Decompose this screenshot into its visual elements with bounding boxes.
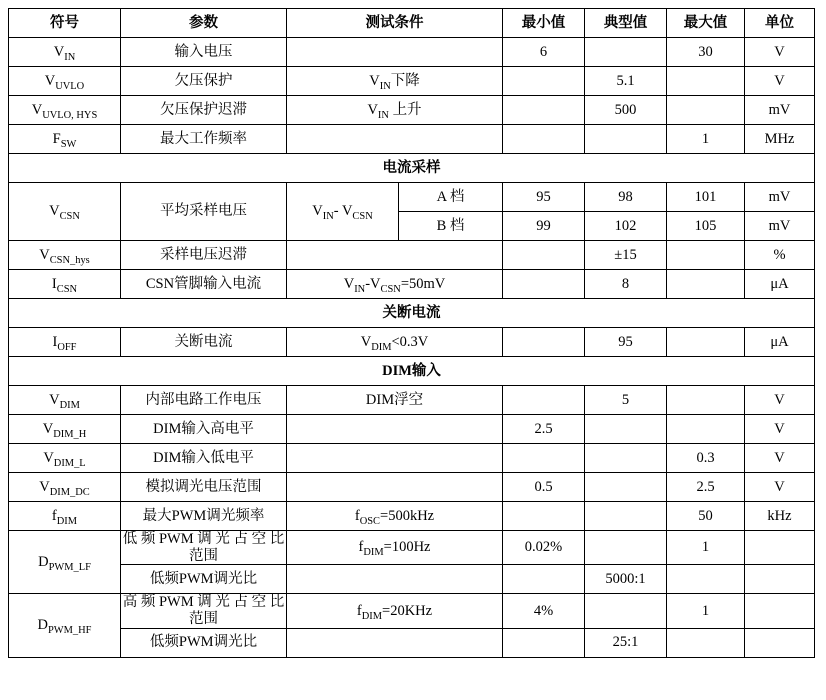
row-typ [585,415,667,444]
header-unit: 单位 [745,9,815,38]
row-min: 2.5 [503,415,585,444]
section-label: 关断电流 [9,299,815,328]
table-row [9,531,815,565]
row-symbol: $V_{CSN\_hys}$ [9,241,121,270]
row-symbol: $V_{UVLO, HYS}$ [9,96,121,125]
table-row [9,183,815,212]
row-symbol: $V_{IN}$ [9,38,121,67]
row-min [503,125,585,154]
row-unit: V [745,444,815,473]
row-min [503,241,585,270]
row-max [667,628,745,657]
row-unit [745,565,815,594]
table-row [9,67,815,96]
row-typ: 5 [585,386,667,415]
row-condition-grade: B 档 [399,212,503,241]
section-label: 电流采样 [9,154,815,183]
row-parameter: 欠压保护迟滞 [121,96,287,125]
row-typ: 5000:1 [585,565,667,594]
table-row [9,594,815,628]
row-typ: 95 [585,328,667,357]
row-typ: 5.1 [585,67,667,96]
header-parameter: 参数 [121,9,287,38]
table-row [9,415,815,444]
row-condition [287,38,503,67]
row-max [667,386,745,415]
row-parameter: DIM输入低电平 [121,444,287,473]
row-symbol: $I_{CSN}$ [9,270,121,299]
table-row [9,628,815,657]
row-symbol: $D_{PWM\_HF}$ [9,594,121,657]
row-unit: V [745,386,815,415]
electrical-characteristics-table [8,8,815,658]
row-typ: 25:1 [585,628,667,657]
row-max [667,96,745,125]
row-min: 0.5 [503,473,585,502]
row-unit: V [745,67,815,96]
row-typ [585,473,667,502]
row-parameter: 模拟调光电压范围 [121,473,287,502]
row-max: 101 [667,183,745,212]
row-condition-grade: A 档 [399,183,503,212]
row-typ [585,444,667,473]
row-unit [745,628,815,657]
row-parameter: 内部电路工作电压 [121,386,287,415]
table-row [9,565,815,594]
row-max: 30 [667,38,745,67]
row-condition: $f_{OSC}=500kHz$ [287,502,503,531]
header-min: 最小值 [503,9,585,38]
table-row [9,328,815,357]
row-parameter: 平均采样电压 [121,183,287,241]
row-unit: % [745,241,815,270]
row-max: 105 [667,212,745,241]
row-condition: $f_{DIM}=20KHz$ [287,594,503,628]
row-condition [287,444,503,473]
row-unit: mV [745,212,815,241]
row-unit: mV [745,96,815,125]
row-min [503,565,585,594]
table-row [9,38,815,67]
row-max: 50 [667,502,745,531]
table-row [9,386,815,415]
row-min [503,328,585,357]
row-parameter: DIM输入高电平 [121,415,287,444]
row-symbol: $V_{DIM\_H}$ [9,415,121,444]
row-typ [585,531,667,565]
row-parameter: 低频PWM调光比 [121,628,287,657]
row-symbol: $V_{DIM}$ [9,386,121,415]
row-min [503,444,585,473]
table-row [9,502,815,531]
table-row [9,125,815,154]
row-condition: $V_{IN}$下降 [287,67,503,96]
table-row [9,270,815,299]
table-header [9,9,815,38]
row-condition: $f_{DIM}=100Hz$ [287,531,503,565]
table-section-row [9,299,815,328]
row-unit: V [745,415,815,444]
row-parameter: 最大工作频率 [121,125,287,154]
table-row [9,96,815,125]
row-min [503,96,585,125]
header-symbol: 符号 [9,9,121,38]
row-parameter: 输入电压 [121,38,287,67]
row-unit: μA [745,270,815,299]
row-unit: V [745,38,815,67]
table-header-row [9,9,815,38]
row-max [667,328,745,357]
row-condition [287,473,503,502]
row-typ [585,125,667,154]
row-parameter: 关断电流 [121,328,287,357]
row-min [503,386,585,415]
row-symbol: $I_{OFF}$ [9,328,121,357]
row-max: 0.3 [667,444,745,473]
table-section-row [9,357,815,386]
row-max [667,241,745,270]
row-condition: $V_{IN}-$ $V_{CSN}$ [287,183,399,241]
header-typ: 典型值 [585,9,667,38]
row-unit: kHz [745,502,815,531]
row-unit [745,594,815,628]
row-max: 1 [667,531,745,565]
row-min [503,67,585,96]
header-max: 最大值 [667,9,745,38]
table-section-row [9,154,815,183]
row-parameter: 高 频 PWM 调 光 占 空 比范围 [121,594,287,628]
row-symbol: $V_{UVLO}$ [9,67,121,96]
row-unit [745,531,815,565]
table-row [9,473,815,502]
row-symbol: $V_{DIM\_L}$ [9,444,121,473]
table-row [9,444,815,473]
header-test-condition: 测试条件 [287,9,503,38]
row-condition: $V_{IN}-V_{CSN}=50mV$ [287,270,503,299]
row-symbol: $f_{DIM}$ [9,502,121,531]
table-row [9,241,815,270]
row-typ [585,594,667,628]
row-condition [287,565,503,594]
table-body [9,38,815,658]
row-condition [287,241,503,270]
row-symbol: $V_{DIM\_DC}$ [9,473,121,502]
row-unit: V [745,473,815,502]
row-parameter: 最大PWM调光频率 [121,502,287,531]
row-symbol: $V_{CSN}$ [9,183,121,241]
row-typ [585,38,667,67]
row-unit: mV [745,183,815,212]
row-typ: 500 [585,96,667,125]
row-min [503,270,585,299]
row-typ: 98 [585,183,667,212]
row-min [503,502,585,531]
row-symbol: $F_{SW}$ [9,125,121,154]
row-condition [287,415,503,444]
row-min: 99 [503,212,585,241]
row-min: 0.02% [503,531,585,565]
row-parameter: 欠压保护 [121,67,287,96]
row-condition: $V_{DIM}<0.3V$ [287,328,503,357]
row-max [667,67,745,96]
row-max: 2.5 [667,473,745,502]
row-parameter: 采样电压迟滞 [121,241,287,270]
section-label: DIM输入 [9,357,815,386]
row-max [667,270,745,299]
row-parameter: 低 频 PWM 调 光 占 空 比范围 [121,531,287,565]
row-typ: ±15 [585,241,667,270]
row-condition: DIM浮空 [287,386,503,415]
row-min [503,628,585,657]
row-parameter: 低频PWM调光比 [121,565,287,594]
row-max: 1 [667,125,745,154]
row-max [667,565,745,594]
row-typ: 8 [585,270,667,299]
row-condition [287,628,503,657]
row-max: 1 [667,594,745,628]
row-min: 6 [503,38,585,67]
row-typ [585,502,667,531]
row-condition: $V_{IN}$ 上升 [287,96,503,125]
row-unit: MHz [745,125,815,154]
row-unit: μA [745,328,815,357]
row-parameter: CSN管脚输入电流 [121,270,287,299]
row-min: 95 [503,183,585,212]
row-symbol: $D_{PWM\_LF}$ [9,531,121,594]
row-condition [287,125,503,154]
row-max [667,415,745,444]
row-typ: 102 [585,212,667,241]
row-min: 4% [503,594,585,628]
